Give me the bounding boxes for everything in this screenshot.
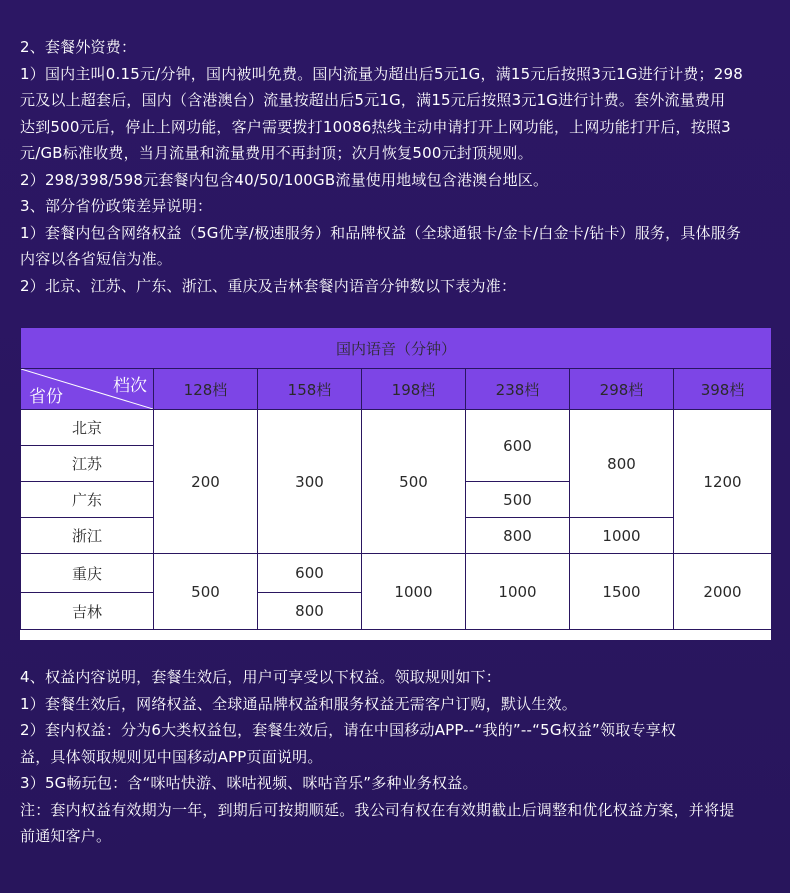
province-cell: 吉林 xyxy=(21,593,154,630)
text-line: 1）套餐内包含网络权益（5G优享/极速服务）和品牌权益（全球通银卡/金卡/白金卡/钻卡）服务，具体服务 xyxy=(20,223,742,242)
value-cell: 1000 xyxy=(362,554,466,630)
value-cell: 1500 xyxy=(570,554,674,630)
text-line: 2）北京、江苏、广东、浙江、重庆及吉林套餐内语音分钟数以下表为准： xyxy=(20,276,517,295)
fee-description xyxy=(20,34,772,299)
table-title: 国内语音（分钟） xyxy=(21,328,772,369)
note-line: 前通知客户。 xyxy=(20,827,112,845)
value-cell: 1000 xyxy=(466,554,570,630)
province-cell: 江苏 xyxy=(21,446,154,482)
section-heading-benefits: 4、权益内容说明，套餐生效后，用户可享受以下权益。领取规则如下： xyxy=(20,668,501,686)
value-cell: 800 xyxy=(258,593,362,630)
value-cell: 800 xyxy=(466,518,570,554)
value-cell: 600 xyxy=(258,554,362,593)
value-cell: 500 xyxy=(466,482,570,518)
province-cell: 广东 xyxy=(21,482,154,518)
section-heading-province-differences: 3、部分省份政策差异说明： xyxy=(20,197,213,215)
value-cell: 1200 xyxy=(674,410,772,554)
table-corner-header xyxy=(21,369,154,410)
province-cell: 浙江 xyxy=(21,518,154,554)
province-cell: 重庆 xyxy=(21,554,154,593)
corner-label-province: 省份 xyxy=(29,387,63,407)
text-line: 元/GB标准收费，当月流量和流量费用不再封顶；次月恢复500元封顶规则。 xyxy=(20,144,533,162)
tier-header: 158档 xyxy=(258,369,362,410)
text-line: 3）5G畅玩包：含“咪咕快游、咪咕视频、咪咕音乐”多种业务权益。 xyxy=(20,774,478,792)
text-line: 1）国内主叫0.15元/分钟，国内被叫免费。国内流量为超出后5元1G，满15元后按照3元1G进行计费；298 xyxy=(20,64,743,83)
value-cell: 800 xyxy=(570,410,674,518)
tier-header: 198档 xyxy=(362,369,466,410)
corner-label-tier: 档次 xyxy=(113,376,147,396)
value-cell: 2000 xyxy=(674,554,772,630)
value-cell: 500 xyxy=(362,410,466,554)
note-line: 注：套内权益有效期为一年，到期后可按期顺延。我公司有权在有效期截止后调整和优化权益方案，并将提 xyxy=(20,800,735,819)
text-line: 益，具体领取规则见中国移动APP页面说明。 xyxy=(20,747,323,766)
benefits-description xyxy=(20,664,772,850)
value-cell: 500 xyxy=(154,554,258,630)
text-line: 1）套餐生效后，网络权益、全球通品牌权益和服务权益无需客户订购，默认生效。 xyxy=(20,694,577,713)
tier-header: 128档 xyxy=(154,369,258,410)
value-cell: 1000 xyxy=(570,518,674,554)
text-line: 内容以各省短信为准。 xyxy=(20,250,173,268)
text-line: 元及以上超套后，国内（含港澳台）流量按超出后5元1G，满15元后按照3元1G进行计费。套外流量费用 xyxy=(20,91,726,109)
section-heading-extra-fees: 2、套餐外资费： xyxy=(20,38,137,56)
tier-header: 298档 xyxy=(570,369,674,410)
tier-header: 398档 xyxy=(674,369,772,410)
text-line: 达到500元后，停止上网功能，客户需要拨打10086热线主动申请打开上网功能，上网功能打开后，按照3 xyxy=(20,117,731,136)
voice-minutes-table xyxy=(20,327,771,640)
tier-header: 238档 xyxy=(466,369,570,410)
text-line: 2）套内权益：分为6大类权益包，套餐生效后，请在中国移动APP--“我的”--“5G权益”领取专享权 xyxy=(20,721,677,739)
value-cell: 200 xyxy=(154,410,258,554)
value-cell: 300 xyxy=(258,410,362,554)
text-line: 2）298/398/598元套餐内包含40/50/100GB流量使用地域包含港澳台地区。 xyxy=(20,170,549,189)
province-cell: 北京 xyxy=(21,410,154,446)
value-cell: 600 xyxy=(466,410,570,482)
